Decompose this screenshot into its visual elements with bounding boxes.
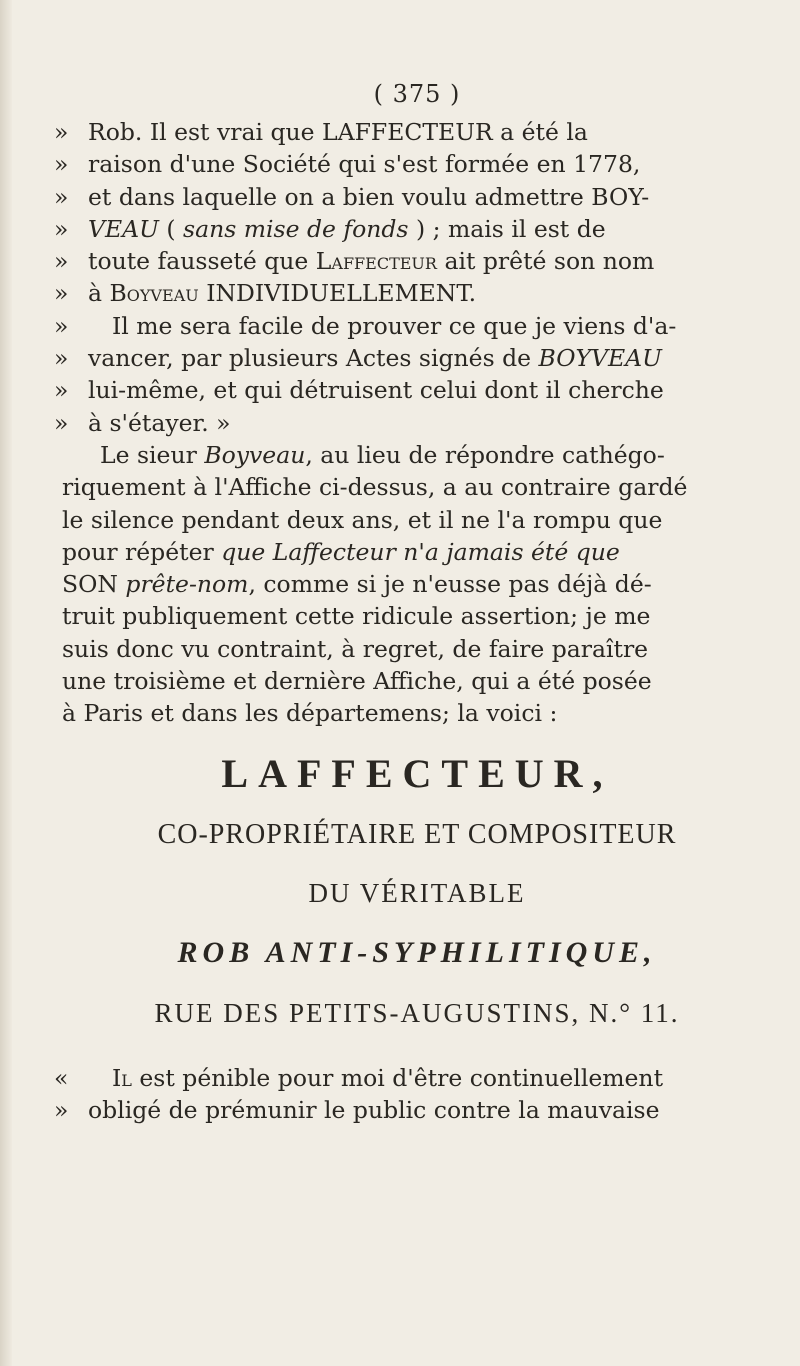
quote-mark: » (54, 150, 69, 179)
text-line (54, 148, 772, 180)
italic-name: Boyveau (204, 440, 306, 469)
line-text: est pénible pour moi d'être continuellement (131, 1063, 664, 1092)
text-line: à Paris et dans les départemens; la voici : (62, 699, 558, 728)
text-line (54, 1062, 772, 1094)
text-line (62, 536, 772, 568)
quote-mark: » (54, 279, 69, 308)
smallcaps-name: Boyveau (109, 279, 199, 308)
text-line (54, 181, 772, 213)
italic-phrase: prête-nom (125, 570, 249, 599)
page-binding-edge (0, 0, 12, 1366)
line-text: INDIVIDUELLEMENT. (198, 279, 477, 308)
poster-product: ROB ANTI-SYPHILITIQUE, (177, 935, 657, 969)
poster-block (62, 748, 772, 1042)
text-line (54, 407, 772, 439)
quote-mark: » (54, 118, 69, 146)
text-line (54, 310, 772, 342)
quote-mark: » (54, 247, 69, 276)
text-line (54, 245, 772, 277)
text-line (54, 1094, 772, 1126)
line-text: ait prêté son nom (436, 247, 655, 276)
quote-mark: » (54, 182, 69, 211)
smallcaps-name: Laffecteur (315, 247, 437, 276)
quote-mark: » (54, 408, 69, 437)
line-text: ( (158, 214, 184, 243)
line-text: , au lieu de répondre cathégo- (305, 440, 665, 469)
line-text: et dans laquelle on a bien voulu admettre BOY- (88, 182, 650, 211)
book-page (54, 80, 772, 1126)
italic-phrase: sans mise de fonds (183, 214, 409, 243)
italic-phrase: que Laffecteur n'a jamais été que (221, 537, 620, 566)
line-text: SON (62, 570, 126, 599)
line-text: , comme si je n'eusse pas déjà dé- (248, 570, 652, 599)
text-line (62, 568, 772, 600)
quote-mark: » (54, 1095, 69, 1124)
poster-title: CO-PROPRIÉTAIRE ET COMPOSITEUR (157, 818, 677, 850)
text-line (54, 277, 772, 309)
line-text: vancer, par plusieurs Actes signés de (88, 344, 539, 373)
poster-address: RUE DES PETITS-AUGUSTINS, N.° 11. (154, 997, 680, 1028)
poster-name: LAFFECTEUR, (221, 750, 613, 796)
line-text: Rob. Il est vrai que LAFFECTEUR a été la (88, 118, 588, 146)
quote-mark: » (54, 214, 69, 243)
line-text: toute fausseté que (88, 247, 316, 276)
line-text: ) ; mais il est de (408, 214, 606, 243)
text-line: truit publiquement cette ridicule assertion; je me (62, 602, 651, 631)
quote-mark: » (54, 376, 69, 405)
italic-name: VEAU (88, 214, 159, 243)
poster-subtitle: DU VÉRITABLE (308, 877, 526, 908)
italic-name: BOYVEAU (538, 344, 662, 373)
line-text: lui-même, et qui détruisent celui dont il cherche (88, 376, 664, 405)
text-line (54, 116, 772, 148)
line-text: à s'étayer. » (88, 408, 231, 437)
quote-mark: » (54, 311, 69, 340)
line-text: Il me sera facile de prouver ce que je viens d'a- (112, 311, 677, 340)
text-line (54, 342, 772, 374)
line-text: obligé de prémunir le public contre la mauvaise (88, 1095, 660, 1124)
line-text: à (88, 279, 110, 308)
text-line: le silence pendant deux ans, et il ne l'a rompu que (62, 505, 663, 534)
text-line: suis donc vu contraint, à regret, de faire paraître (62, 634, 649, 663)
text-line: une troisième et dernière Affiche, qui a été posée (62, 667, 652, 696)
line-text: Le sieur (100, 440, 205, 469)
page-number: ( 375 ) (373, 80, 461, 108)
quote-mark: » (54, 344, 69, 373)
line-text: raison d'une Société qui s'est formée en 1778, (88, 150, 641, 179)
text-line (62, 439, 772, 471)
text-line (54, 213, 772, 245)
text-line: riquement à l'Affiche ci-dessus, a au contraire gardé (62, 473, 688, 502)
quote-mark: « (54, 1063, 69, 1092)
line-text: pour répéter (62, 537, 222, 566)
text-line (54, 374, 772, 406)
smallcaps-word: Il (112, 1063, 132, 1092)
